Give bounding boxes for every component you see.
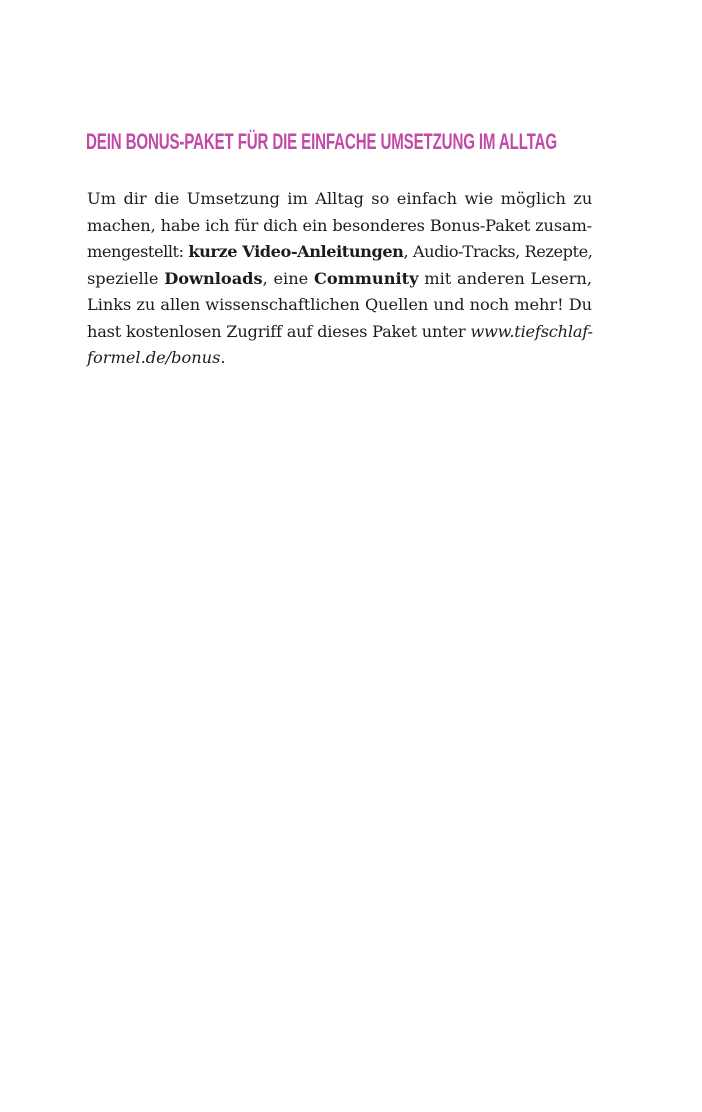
paragraph-line-4-mid: , eine — [262, 268, 314, 288]
paragraph-line-2 — [87, 213, 592, 240]
paragraph-line-6 — [87, 319, 592, 346]
section-heading — [86, 128, 626, 156]
paragraph-line-2-text: machen, habe ich für dich ein besonderes Bonus-Paket zusam- — [87, 215, 592, 235]
paragraph-line-7-post: . — [220, 348, 226, 367]
paragraph-line-1-text: Um dir die Umsetzung im Alltag so einfach wie möglich zu — [87, 189, 593, 208]
downloads-bold: Downloads — [164, 268, 263, 288]
bonus-url-part-2: formel.de/bonus — [87, 348, 221, 367]
video-tutorials-bold: kurze Video-Anleitungen — [188, 242, 404, 261]
paragraph-line-1 — [87, 186, 592, 213]
paragraph-line-3-post: , Audio-Tracks, Rezepte, — [403, 242, 593, 261]
bonus-url-part-1: www.tiefschlaf- — [470, 321, 593, 341]
paragraph-line-4-pre: spezielle — [87, 268, 165, 288]
paragraph-line-3-pre: mengestellt: — [87, 242, 189, 261]
paragraph-line-3 — [87, 239, 592, 266]
paragraph-line-4-post: mit anderen Lesern, — [418, 268, 592, 288]
section-heading-text: DEIN BONUS-PAKET FÜR DIE EINFACHE UMSETZUNG IM ALLTAG — [86, 129, 557, 154]
paragraph-line-5 — [87, 292, 592, 319]
bonus-paragraph — [87, 186, 592, 372]
paragraph-line-5-text: Links zu allen wissenschaftlichen Quellen und noch mehr! Du — [87, 295, 592, 314]
community-bold: Community — [313, 268, 419, 288]
paragraph-line-7 — [87, 345, 592, 372]
paragraph-line-6-pre: hast kostenlosen Zugriff auf dieses Paket unter — [87, 321, 471, 341]
paragraph-line-4 — [87, 266, 592, 293]
